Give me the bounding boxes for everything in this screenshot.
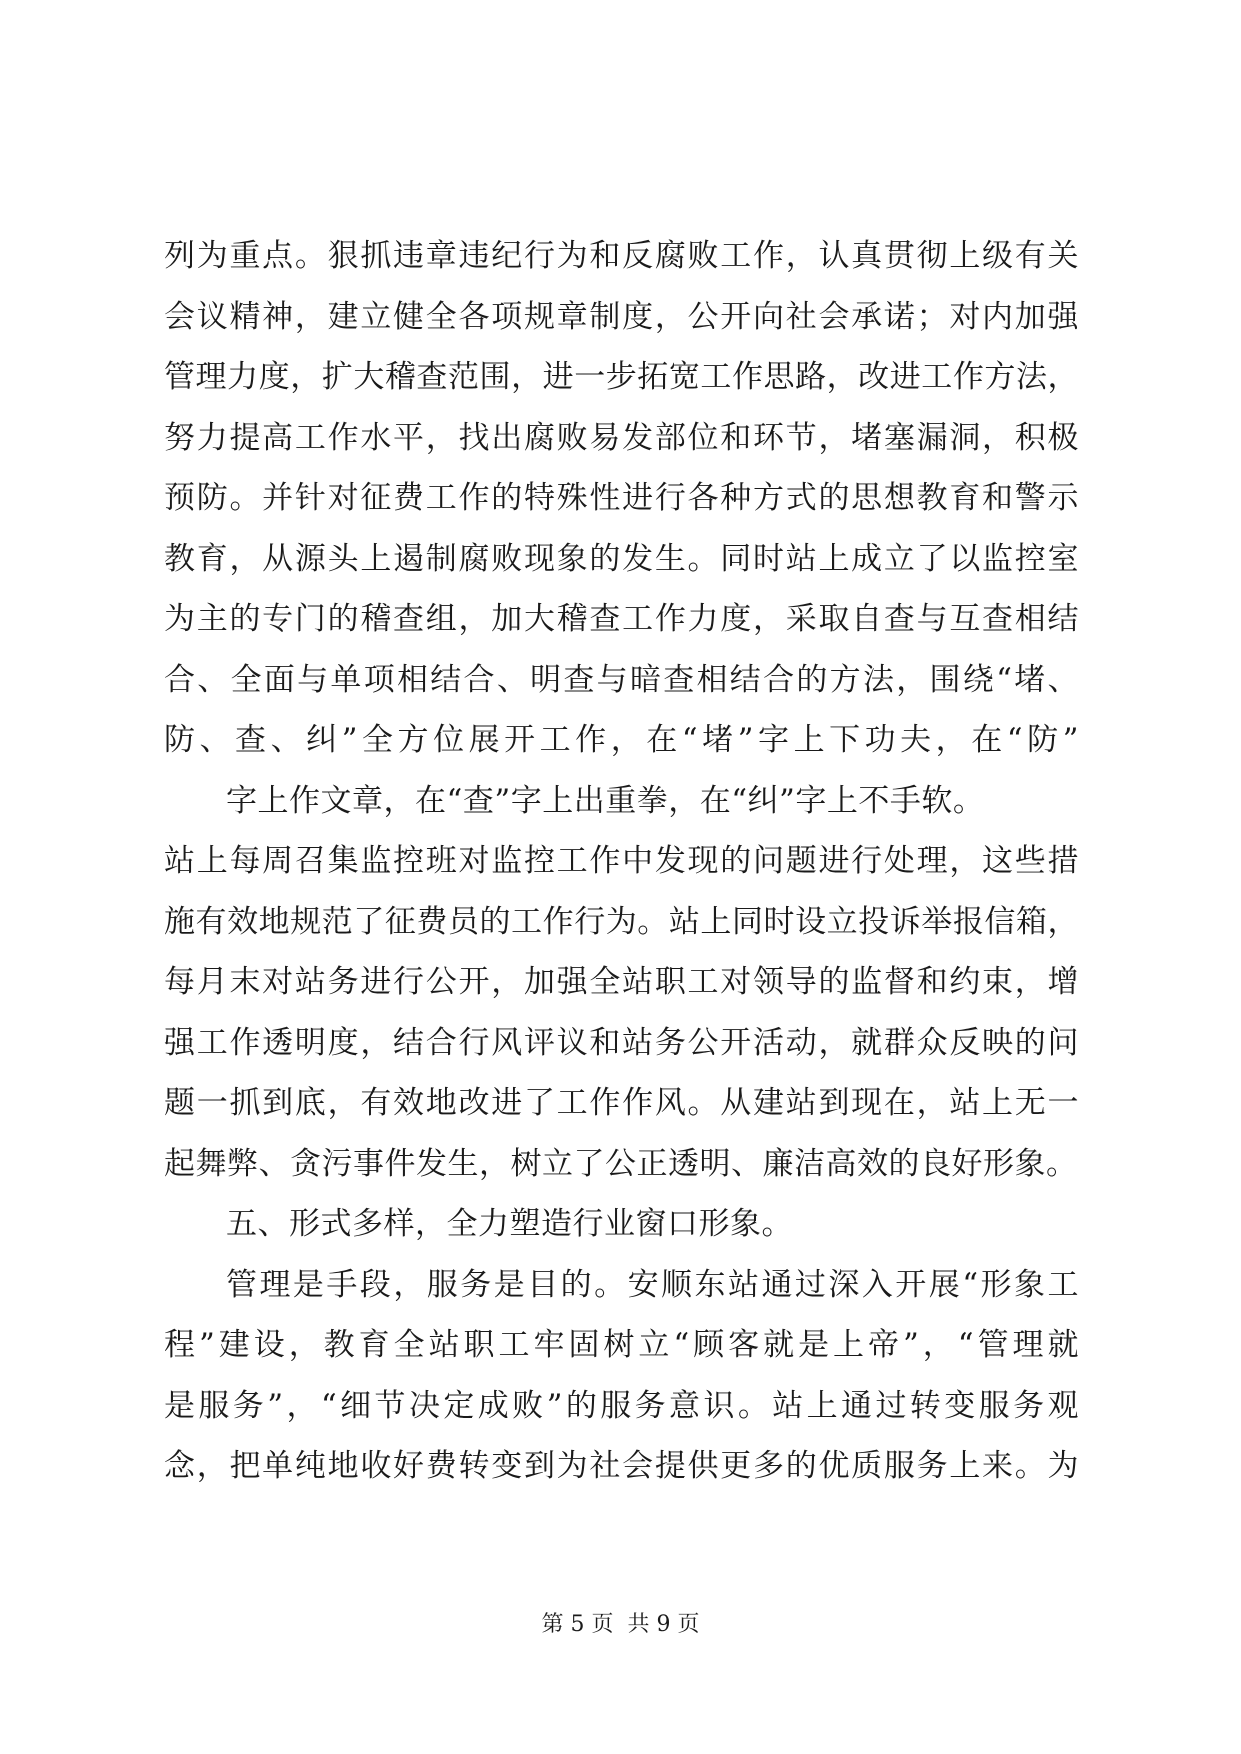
document-body: [164, 226, 1079, 1497]
text-line: 为主的专门的稽查组，加大稽查工作力度，采取自查与互查相结: [164, 601, 1079, 637]
text-line: 是服务”，“细节决定成败”的服务意识。站上通过转变服务观: [164, 1387, 1079, 1424]
text-line: 念，把单纯地收好费转变到为社会提供更多的优质服务上来。为: [164, 1448, 1079, 1484]
text-line: 站上每周召集监控班对监控工作中发现的问题进行处理，这些措: [164, 843, 1079, 879]
text-line: 强工作透明度，结合行风评议和站务公开活动，就群众反映的问: [164, 1024, 1079, 1061]
text-line: 会议精神，建立健全各项规章制度，公开向社会承诺；对内加强: [164, 298, 1079, 335]
text-line: 管理力度，扩大稽查范围，进一步拓宽工作思路，改进工作方法，: [164, 359, 1079, 395]
text-line: 五、形式多样，全力塑造行业窗口形象。: [226, 1206, 793, 1242]
text-line: 题一抓到底，有效地改进了工作作风。从建站到现在，站上无一: [164, 1085, 1079, 1121]
text-line: 防、查、纠”全方位展开工作，在“堵”字上下功夫，在“防”: [164, 722, 1079, 758]
text-line: 预防。并针对征费工作的特殊性进行各种方式的思想教育和警示: [164, 480, 1079, 516]
page-footer: 第 5 页 共 9 页: [541, 1612, 700, 1637]
text-line: 施有效地规范了征费员的工作行为。站上同时设立投诉举报信箱，: [164, 903, 1079, 940]
text-line: 教育，从源头上遏制腐败现象的发生。同时站上成立了以监控室: [164, 540, 1079, 577]
text-line: 管理是手段，服务是目的。安顺东站通过深入开展“形象工: [226, 1266, 1079, 1303]
text-line: 起舞弊、贪污事件发生，树立了公正透明、廉洁高效的良好形象。: [164, 1145, 1078, 1182]
text-line: 努力提高工作水平，找出腐败易发部位和环节，堵塞漏洞，积极: [164, 419, 1079, 456]
text-line: 字上作文章，在“查”字上出重拳，在“纠”字上不手软。: [226, 782, 985, 819]
text-line: 程”建设，教育全站职工牢固树立“顾客就是上帝”，“管理就: [164, 1327, 1079, 1363]
text-line: 列为重点。狠抓违章违纪行为和反腐败工作，认真贯彻上级有关: [164, 238, 1079, 274]
text-line: 合、全面与单项相结合、明查与暗查相结合的方法，围绕“堵、: [164, 661, 1079, 698]
text-line: 每月末对站务进行公开，加强全站职工对领导的监督和约束，增: [164, 964, 1079, 1000]
